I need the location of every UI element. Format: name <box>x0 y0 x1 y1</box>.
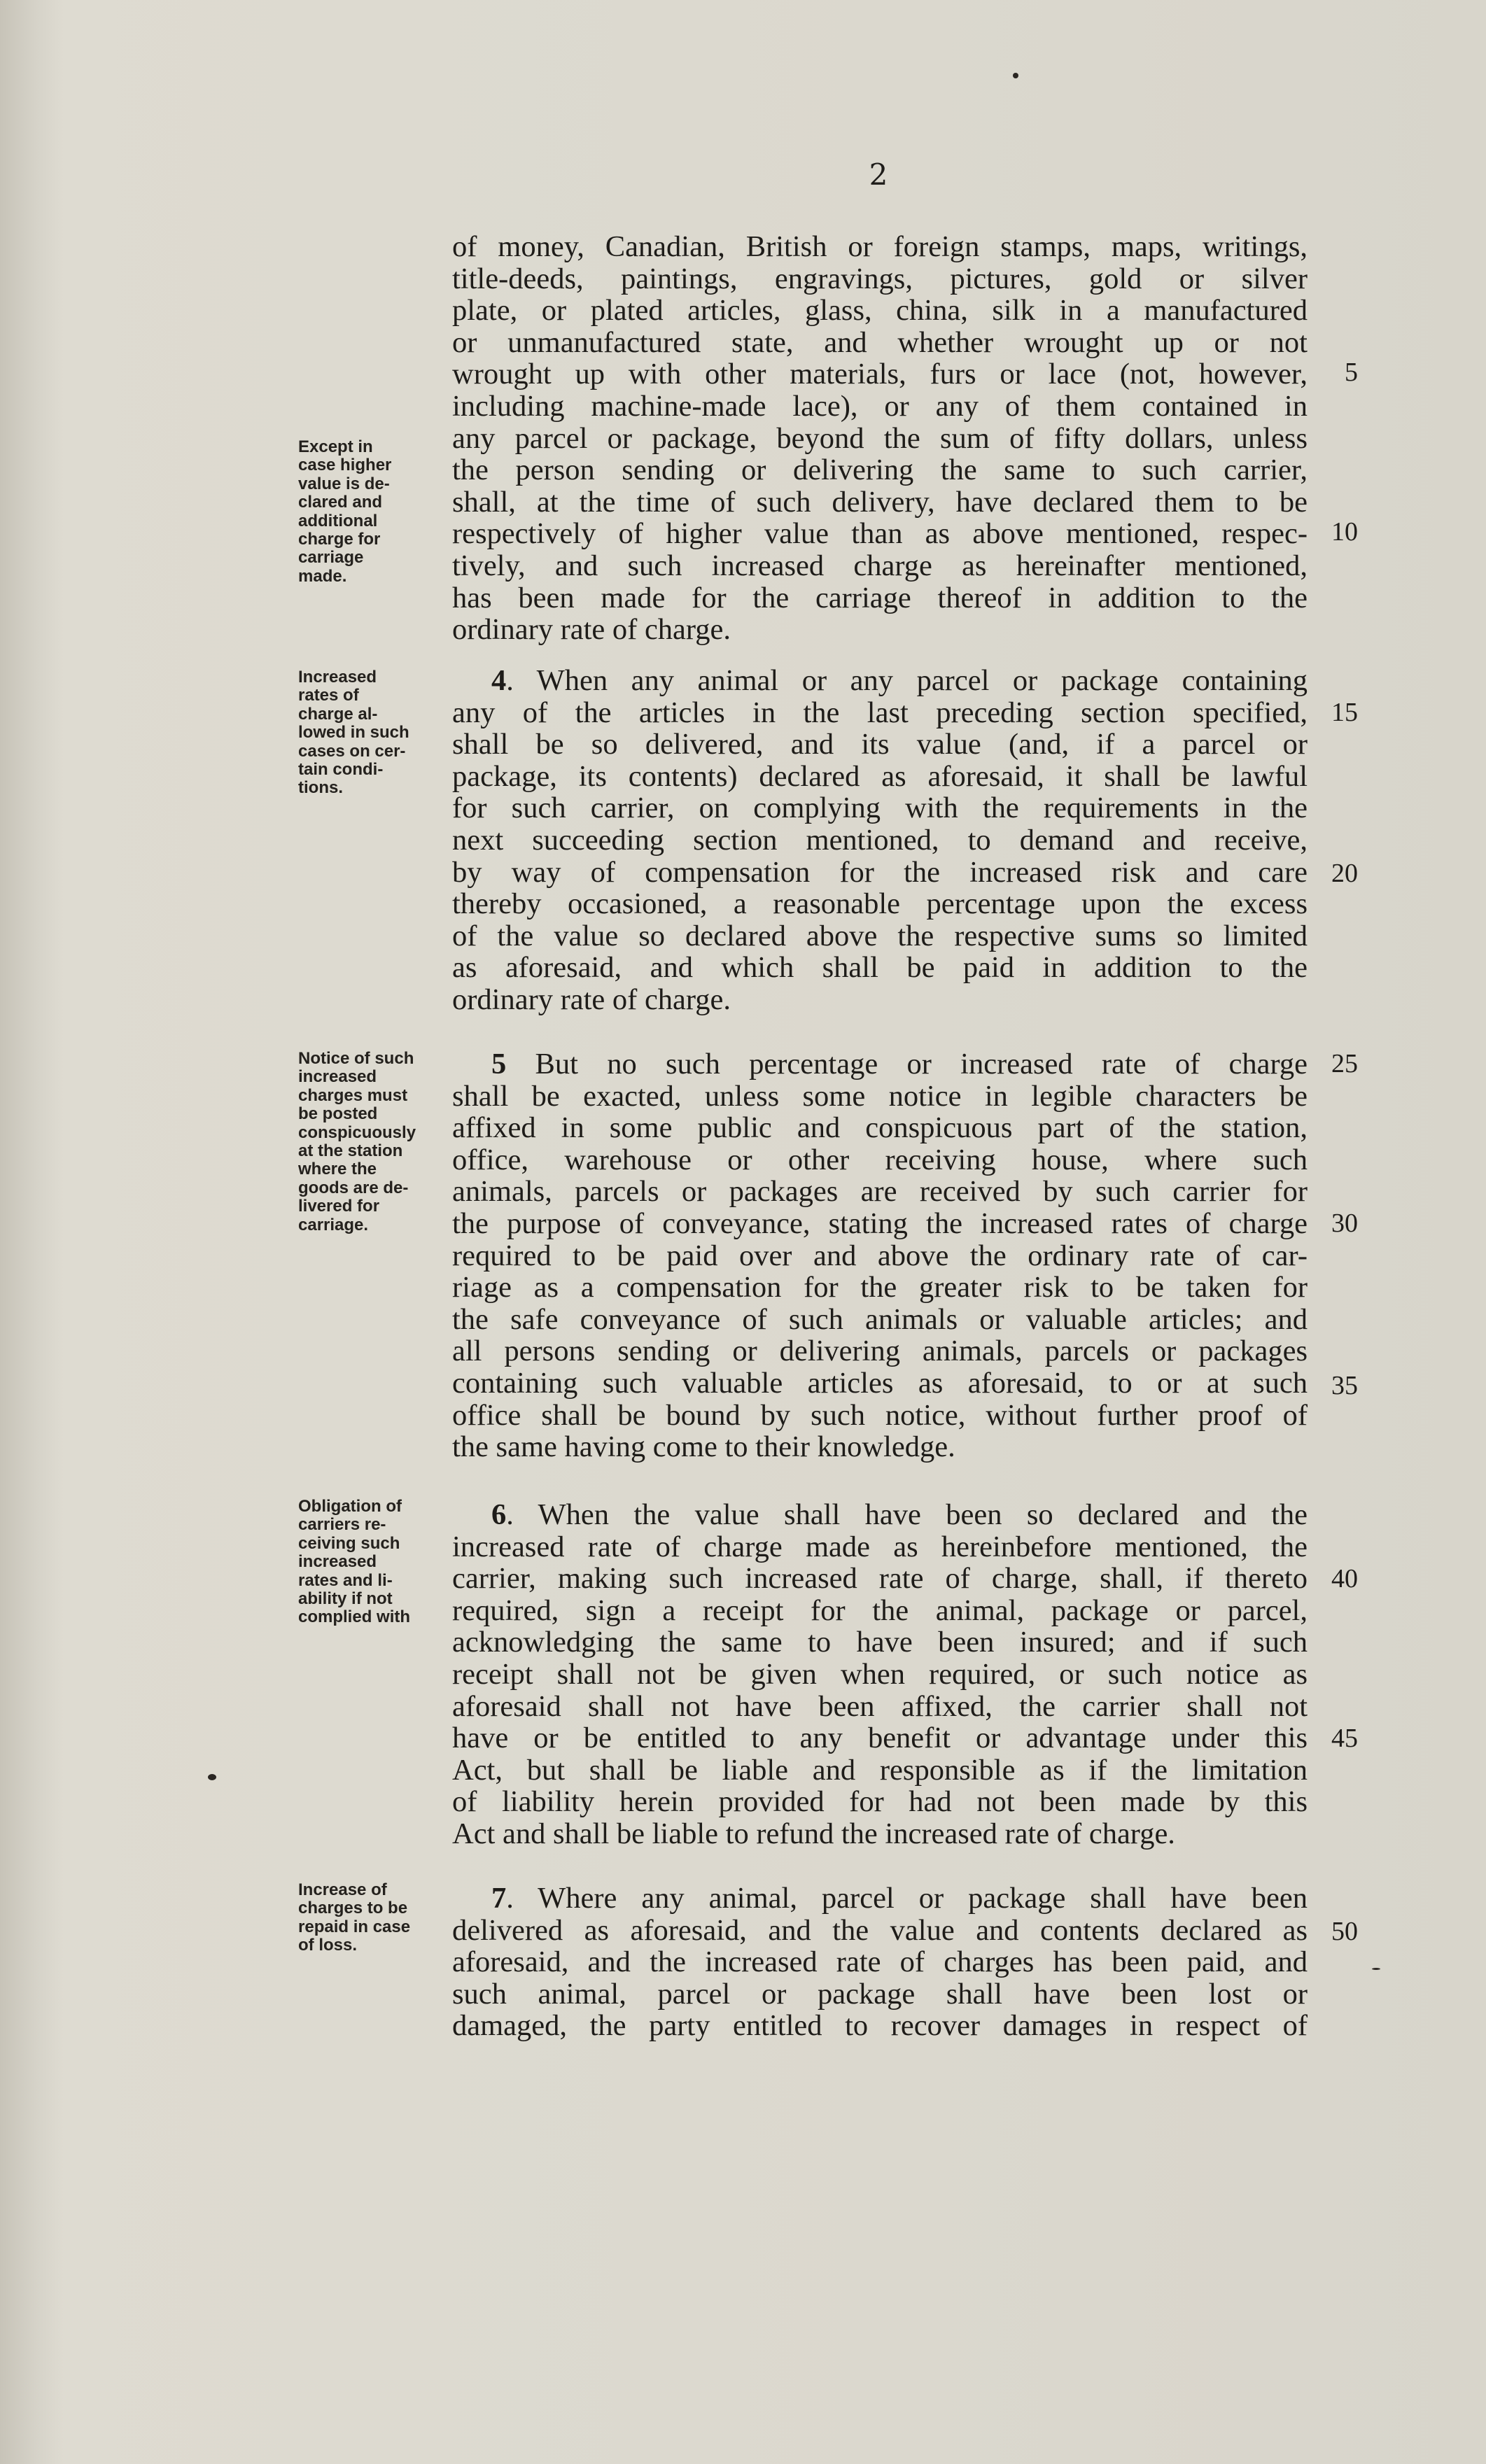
section-number: 5 <box>491 1048 507 1080</box>
section-7-first-line <box>452 1882 1308 1915</box>
text-line: Act, but shall be liable and responsible as if the limitation <box>452 1753 1308 1787</box>
ink-speck <box>208 1774 216 1780</box>
text-line: receipt shall not be given when required, or such notice as <box>452 1657 1308 1691</box>
side-note-line: charge al- <box>298 704 378 724</box>
text-line: all persons sending or delivering animals, parcels or packages <box>452 1335 1308 1368</box>
text-fragment: But no such percentage or increased rate of charge <box>506 1048 1308 1080</box>
line-number: 50 <box>1331 1917 1358 1946</box>
section-5 <box>452 1048 1308 1463</box>
text-line: by way of compensation for the increased risk and care <box>452 855 1308 889</box>
text-line: the safe conveyance of such animals or valuable articles; and <box>452 1302 1308 1336</box>
line-number: 45 <box>1331 1724 1358 1753</box>
side-note-line: where the <box>298 1160 377 1179</box>
text-line: ordinary rate of charge. <box>452 613 731 647</box>
text-line: aforesaid shall not have been affixed, the carrier shall not <box>452 1689 1308 1723</box>
text-line: shall, at the time of such delivery, have declared them to be <box>452 485 1308 519</box>
text-line: plate, or plated articles, glass, china, silk in a manufactured <box>452 294 1308 328</box>
text-line: damaged, the party entitled to recover damages in respect of <box>452 2009 1308 2043</box>
side-note-line: value is de- <box>298 474 390 493</box>
text-line: containing such valuable articles as aforesaid, to or at such <box>452 1366 1308 1400</box>
text-line: have or be entitled to any benefit or advantage under this <box>452 1722 1308 1755</box>
side-note-line: carriers re- <box>298 1515 386 1535</box>
side-note-line: case higher <box>298 456 392 475</box>
text-line: including machine-made lace), or any of them contained in <box>452 389 1308 423</box>
text-line: aforesaid, and the increased rate of charges has been paid, and <box>452 1945 1308 1979</box>
text-line: carrier, making such increased rate of charge, shall, if thereto <box>452 1562 1308 1596</box>
side-note-line: tain condi- <box>298 760 384 780</box>
side-note-line: be posted <box>298 1104 378 1124</box>
text-line: the person sending or delivering the same to such carrier, <box>452 453 1308 487</box>
text-line: package, its contents) declared as aforesaid, it shall be lawful <box>452 759 1308 793</box>
ink-speck <box>1372 1968 1380 1970</box>
line-number: 35 <box>1331 1371 1358 1400</box>
side-note-higher-value <box>298 438 452 586</box>
text-line: riage as a compensation for the greater risk to be taken for <box>452 1271 1308 1304</box>
side-note-line: conspicuously <box>298 1122 416 1142</box>
text-line: increased rate of charge made as hereinbefore mentioned, the <box>452 1530 1308 1563</box>
line-number: 40 <box>1331 1564 1358 1593</box>
text-line: office, warehouse or other receiving house, where such <box>452 1143 1308 1176</box>
side-note-line: rates of <box>298 686 359 705</box>
section-4-first-line <box>452 665 1308 697</box>
side-note-obligation <box>298 1498 452 1627</box>
text-line: of liability herein provided for had not been made by this <box>452 1785 1308 1819</box>
side-note-line: lowed in such <box>298 723 409 742</box>
side-note-line: Except in <box>298 437 373 456</box>
section-6 <box>452 1499 1308 1850</box>
text-line: shall be so delivered, and its value (and, if a parcel or <box>452 728 1308 761</box>
text-fragment: . Where any animal, parcel or package shall have been <box>506 1882 1308 1915</box>
section-number: 6 <box>491 1498 507 1531</box>
text-line: has been made for the carriage thereof in addition to the <box>452 581 1308 614</box>
text-line: Act and shall be liable to refund the increased rate of charge. <box>452 1817 1175 1850</box>
line-number: 25 <box>1331 1049 1358 1078</box>
side-note-line: additional <box>298 511 378 530</box>
side-note-line: carriage <box>298 548 364 568</box>
text-line: any of the articles in the last preceding section specified, <box>452 696 1308 729</box>
text-line: respectively of higher value than as above mentioned, respec- <box>452 517 1308 551</box>
section-6-first-line <box>452 1499 1308 1531</box>
text-line: the same having come to their knowledge. <box>452 1430 955 1464</box>
text-line: title-deeds, paintings, engravings, pictures, gold or silver <box>452 262 1308 295</box>
side-note-line: Notice of such <box>298 1049 414 1068</box>
side-note-line: complied with <box>298 1607 411 1627</box>
section-number: 4 <box>491 664 507 697</box>
side-note-line: carriage. <box>298 1215 369 1234</box>
text-line: thereby occasioned, a reasonable percentage upon the excess <box>452 887 1308 921</box>
side-note-line: cases on cer- <box>298 741 406 761</box>
text-line: the purpose of conveyance, stating the increased rates of charge <box>452 1206 1308 1240</box>
side-note-notice-posted <box>298 1050 452 1234</box>
section-5-first-line <box>452 1048 1308 1080</box>
line-number: 20 <box>1331 859 1358 888</box>
text-line: as aforesaid, and which shall be paid in addition to the <box>452 951 1308 985</box>
side-note-line: charges to be <box>298 1899 408 1918</box>
side-note-line: charges must <box>298 1085 408 1105</box>
side-note-line: ceiving such <box>298 1533 400 1553</box>
text-line: any parcel or package, beyond the sum of fifty dollars, unless <box>452 421 1308 455</box>
side-note-line: livered for <box>298 1197 380 1216</box>
line-numbers <box>1316 0 1372 2464</box>
side-note-line: Increased <box>298 668 377 687</box>
side-note-line: increased <box>298 1552 377 1572</box>
text-line: of the value so declared above the respective sums so limited <box>452 919 1308 952</box>
text-fragment: . When any animal or any parcel or package containing <box>506 664 1308 697</box>
text-line: or unmanufactured state, and whether wrought up or not <box>452 325 1308 359</box>
text-line: such animal, parcel or package shall have been lost or <box>452 1977 1308 2011</box>
text-line: required to be paid over and above the ordinary rate of car- <box>452 1239 1308 1272</box>
side-note-line: increased <box>298 1067 377 1087</box>
text-line: wrought up with other materials, furs or lace (not, however, <box>452 358 1308 391</box>
side-note-line: rates and li- <box>298 1570 393 1590</box>
side-note-line: clared and <box>298 493 383 512</box>
text-line: tively, and such increased charge as hereinafter mentioned, <box>452 549 1308 582</box>
text-line: animals, parcels or packages are received by such carrier for <box>452 1175 1308 1209</box>
page-number: 2 <box>869 157 888 192</box>
text-line: delivered as aforesaid, and the value and contents declared as <box>452 1913 1308 1947</box>
text-line: next succeeding section mentioned, to demand and receive, <box>452 823 1308 857</box>
side-note-line: at the station <box>298 1141 403 1161</box>
side-note-line: repaid in case <box>298 1917 411 1936</box>
text-line: acknowledging the same to have been insured; and if such <box>452 1626 1308 1659</box>
text-line: for such carrier, on complying with the requirements in the <box>452 791 1308 825</box>
side-note-line: Increase of <box>298 1880 387 1899</box>
text-line: affixed in some public and conspicuous part of the station, <box>452 1111 1308 1145</box>
side-note-line: tions. <box>298 778 343 798</box>
text-line: shall be exacted, unless some notice in legible characters be <box>452 1079 1308 1113</box>
line-number: 5 <box>1345 358 1358 387</box>
line-number: 15 <box>1331 698 1358 727</box>
side-note-line: ability if not <box>298 1589 393 1609</box>
section-7 <box>452 1882 1308 2042</box>
side-note-line: made. <box>298 566 347 586</box>
section-number: 7 <box>491 1882 507 1915</box>
side-note-increased-rates <box>298 668 452 798</box>
line-number: 30 <box>1331 1209 1358 1238</box>
side-note-line: charge for <box>298 530 381 549</box>
side-note-line: of loss. <box>298 1936 358 1955</box>
line-number: 10 <box>1331 517 1358 547</box>
text-line: office shall be bound by such notice, without further proof of <box>452 1398 1308 1432</box>
side-note-line: goods are de- <box>298 1178 409 1197</box>
paragraph-continuation <box>452 231 1308 646</box>
text-line: ordinary rate of charge. <box>452 983 731 1016</box>
text-line: required, sign a receipt for the animal, package or parcel, <box>452 1593 1308 1627</box>
text-fragment: . When the value shall have been so declared and the <box>506 1498 1308 1531</box>
side-note-line: Obligation of <box>298 1497 402 1516</box>
section-4 <box>452 665 1308 1016</box>
text-line: of money, Canadian, British or foreign stamps, maps, writings, <box>452 230 1308 263</box>
ink-speck <box>1013 73 1018 78</box>
side-note-repaid <box>298 1881 452 1955</box>
page-fold-shadow <box>0 0 63 2464</box>
